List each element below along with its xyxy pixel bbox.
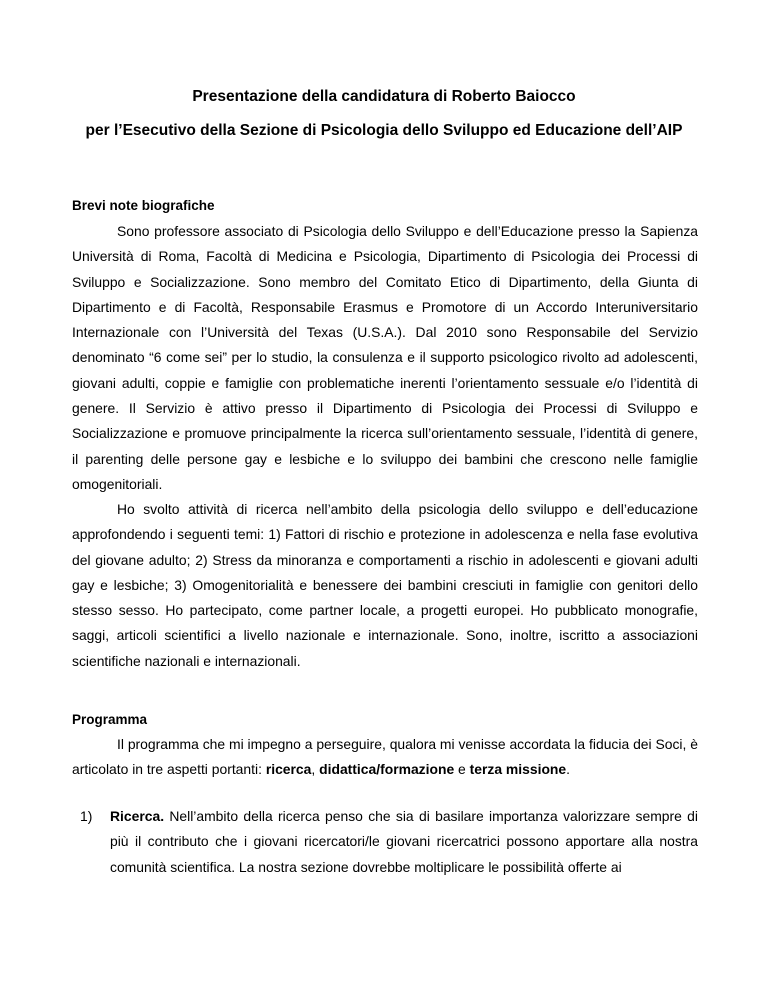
- bio-paragraph-1: Sono professore associato di Psicologia dello Sviluppo e dell’Educazione presso la Sapienza Università di Roma, Facoltà di Medicina e Psicologia, Dipartimento di Psicologia dei Processi di Sviluppo e Socializzazione. Sono membro del Comitato Etico di Dipartimento, della Giunta di Dipartimento e di Facoltà, Responsabile Erasmus e Promotore di un Accordo Interuniversitario Internazionale con l’Università del Texas (U.S.A.). Dal 2010 sono Responsabile del Servizio denominato “6 come sei” per lo studio, la consulenza e il supporto psicologico rivolto ad adolescenti, giovani adulti, coppie e famiglie con problematiche inerenti l’orientamento sessuale e/o l’identità di genere. Il Servizio è attivo presso il Dipartimento di Psicologia dei Processi di Sviluppo e Socializzazione e promuove principalmente la ricerca sull’orientamento sessuale, l’identità di genere, il parenting delle persone gay e lesbiche e lo sviluppo dei bambini che crescono nelle famiglie omogenitoriali.: [72, 223, 698, 492]
- program-keyword-didattica: didattica/formazione: [319, 761, 455, 778]
- program-intro-text: Il programma che mi impegno a perseguire, qualora mi venisse accordata la fiducia dei Soci, è articolato in tre aspetti portanti:: [72, 736, 698, 778]
- program-intro: [72, 732, 698, 783]
- list-item-number: 1): [80, 808, 93, 824]
- program-heading: Programma: [72, 712, 148, 727]
- list-item-text: Nell’ambito della ricerca penso che sia di basilare importanza valorizzare sempre di più il contributo che i giovani ricercatori/le giovani ricercatrici possono apportare alla nostra comunità scientifica. La nostra sezione dovrebbe moltiplicare le possibilità offerte ai: [110, 808, 698, 875]
- program-separator-2: e: [454, 761, 470, 778]
- bio-paragraph-2: Ho svolto attività di ricerca nell’ambito della psicologia dello sviluppo e dell’educazione approfondendo i seguenti temi: 1) Fattori di rischio e protezione in adolescenza e nella fase evolutiva del giovane adulto; 2) Stress da minoranza e comportamenti a rischio in adolescenti e giovani adulti gay e lesbiche; 3) Omogenitorialità e benessere dei bambini cresciuti in famiglie con genitori dello stesso sesso. Ho partecipato, come partner locale, a progetti europei. Ho pubblicato monografie, saggi, articoli scientifici a livello nazionale e internazionale. Sono, inoltre, iscritto a associazioni scientifiche nazionali e internazionali.: [72, 501, 698, 669]
- program-list-item-ricerca: [80, 804, 698, 880]
- program-intro-end: .: [566, 761, 571, 778]
- program-keyword-ricerca: ricerca: [265, 761, 312, 778]
- list-item-content: [110, 804, 698, 880]
- bio-heading: Brevi note biografiche: [72, 198, 215, 213]
- document-title-line-1: Presentazione della candidatura di Roberto Baiocco: [192, 88, 576, 105]
- program-keyword-terza-missione: terza missione: [469, 761, 567, 778]
- document-title-line-2: per l’Esecutivo della Sezione di Psicologia dello Sviluppo ed Educazione dell’AIP: [85, 122, 683, 139]
- program-separator-1: ,: [311, 761, 320, 778]
- list-item-label: Ricerca.: [110, 808, 165, 824]
